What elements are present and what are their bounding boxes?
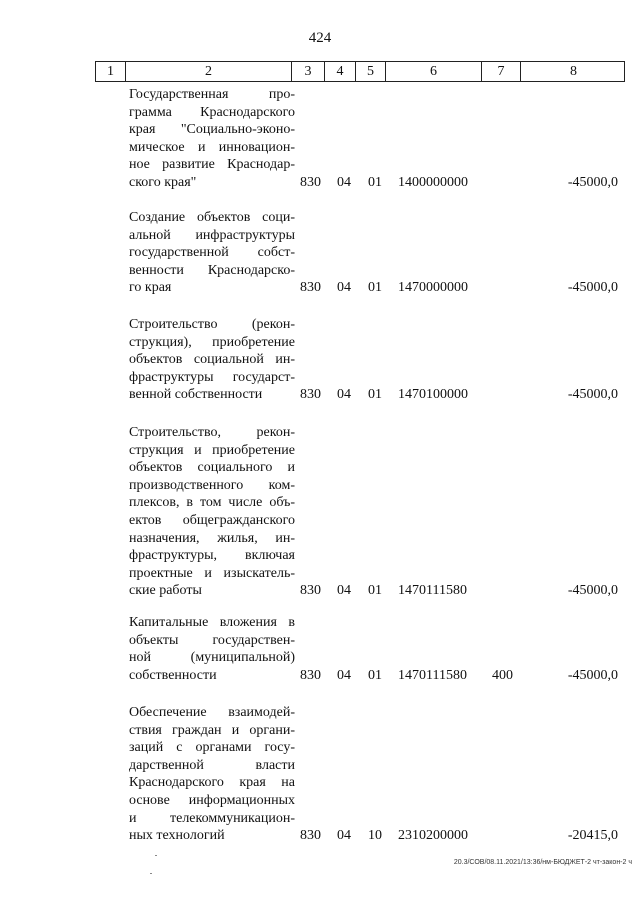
description-line: заций с органами госу- <box>129 740 295 756</box>
cell-col6: 1470111580 <box>398 583 467 599</box>
description-line: альной инфраструктуры <box>129 227 295 243</box>
cell-col5: 01 <box>368 280 382 296</box>
description-line: объекты государствен- <box>129 632 295 648</box>
column-header-8: 8 <box>570 64 577 79</box>
column-header-2: 2 <box>126 62 292 81</box>
cell-col3: 830 <box>300 583 321 599</box>
scan-speck <box>155 855 157 856</box>
cell-col3: 830 <box>300 175 321 190</box>
cell-col4: 04 <box>337 280 351 296</box>
cell-col6: 1470000000 <box>398 280 468 296</box>
column-header-6: 6 <box>386 62 482 81</box>
cell-col6: 1400000000 <box>398 175 468 190</box>
description-line: ных технологий <box>129 828 225 844</box>
description-line: производственного ком- <box>129 477 295 493</box>
cell-col4: 04 <box>337 387 351 403</box>
column-header-4: 4 <box>325 62 356 81</box>
description-line: ной (муниципальной) <box>129 650 295 666</box>
description-line: венной собственности <box>129 387 263 403</box>
cell-col3: 830 <box>300 828 321 844</box>
column-header-7: 7 <box>482 62 521 81</box>
description-line: ские работы <box>129 583 202 599</box>
document-footer-stamp: 20.3/СОВ/08.11.2021/13:36/нм-БЮДЖЕТ-2 чт-закон-2 ч <box>453 859 632 866</box>
description-line: ствия граждан и органи- <box>129 722 295 738</box>
description-line: ектов общегражданского <box>129 512 295 528</box>
description-line: плексов, в том числе объ- <box>129 495 295 511</box>
cell-col8: -45000,0 <box>567 280 618 296</box>
description-line: Создание объектов соци- <box>129 210 295 225</box>
column-header-5: 5 <box>356 62 386 81</box>
description-line: и телекоммуникацион- <box>129 810 295 826</box>
cell-col8: -45000,0 <box>567 387 618 403</box>
description-line: Краснодарского края на <box>129 775 295 791</box>
cell-col6: 1470111580 <box>398 667 467 683</box>
description-line: го края <box>129 280 172 296</box>
description-line: Обеспечение взаимодей- <box>129 705 295 720</box>
cell-col7: 400 <box>492 667 513 683</box>
description-line: ского края" <box>129 174 197 190</box>
description-line: струкция и приобретение <box>129 442 295 458</box>
cell-col4: 04 <box>337 583 351 599</box>
description-line: собственности <box>129 667 217 683</box>
description-line: объектов социальной ин- <box>129 352 295 368</box>
row-description <box>129 86 295 192</box>
cell-col3: 830 <box>300 280 321 296</box>
cell-col3: 830 <box>300 667 321 683</box>
cell-col4: 04 <box>337 175 351 190</box>
description-line: мическое и инновацион- <box>129 139 295 155</box>
description-line: струкция), приобретение <box>129 334 295 350</box>
column-header-3: 3 <box>292 62 325 81</box>
cell-col6: 1470100000 <box>398 387 468 403</box>
description-line: проектные и изыскатель- <box>129 565 295 581</box>
row-description <box>129 209 295 297</box>
cell-col5: 01 <box>368 667 382 683</box>
row-description <box>129 424 295 600</box>
cell-col5: 01 <box>368 583 382 599</box>
description-line: объектов социального и <box>129 460 295 476</box>
cell-col8: -45000,0 <box>567 667 618 683</box>
cell-col4: 04 <box>337 828 351 844</box>
table-header-row <box>95 61 625 82</box>
cell-col3: 830 <box>300 387 321 403</box>
page-number: 424 <box>308 30 332 46</box>
description-line: Строительство, рекон- <box>129 425 295 440</box>
row-description <box>129 704 295 845</box>
cell-col8: -45000,0 <box>567 583 618 599</box>
cell-col5: 01 <box>368 387 382 403</box>
cell-col4: 04 <box>337 667 351 683</box>
row-description <box>129 316 295 404</box>
description-line: ное развитие Краснодар- <box>129 157 295 173</box>
column-header-1: 1 <box>96 62 126 81</box>
description-line: фраструктуры государст- <box>129 369 295 385</box>
description-line: назначения, жилья, ин- <box>129 530 295 546</box>
budget-table <box>95 61 625 82</box>
description-line: государственной собст- <box>129 245 295 261</box>
cell-col5: 01 <box>368 175 382 190</box>
description-line: грамма Краснодарского <box>129 104 295 120</box>
cell-col8: -20415,0 <box>567 828 618 844</box>
cell-col8: -45000,0 <box>567 175 618 190</box>
cell-col5: 10 <box>368 828 382 844</box>
description-line: края "Социально-эконо- <box>129 122 295 138</box>
description-line: венности Краснодарско- <box>129 262 295 278</box>
cell-col6: 2310200000 <box>398 828 468 844</box>
description-line: Строительство (рекон- <box>129 317 295 332</box>
description-line: Государственная про- <box>129 87 295 102</box>
description-line: основе информационных <box>129 792 295 808</box>
description-line: дарственной власти <box>129 757 295 773</box>
scan-speck <box>150 873 152 874</box>
description-line: Капитальные вложения в <box>129 615 295 630</box>
row-description <box>129 614 295 684</box>
description-line: фраструктуры, включая <box>129 548 295 564</box>
